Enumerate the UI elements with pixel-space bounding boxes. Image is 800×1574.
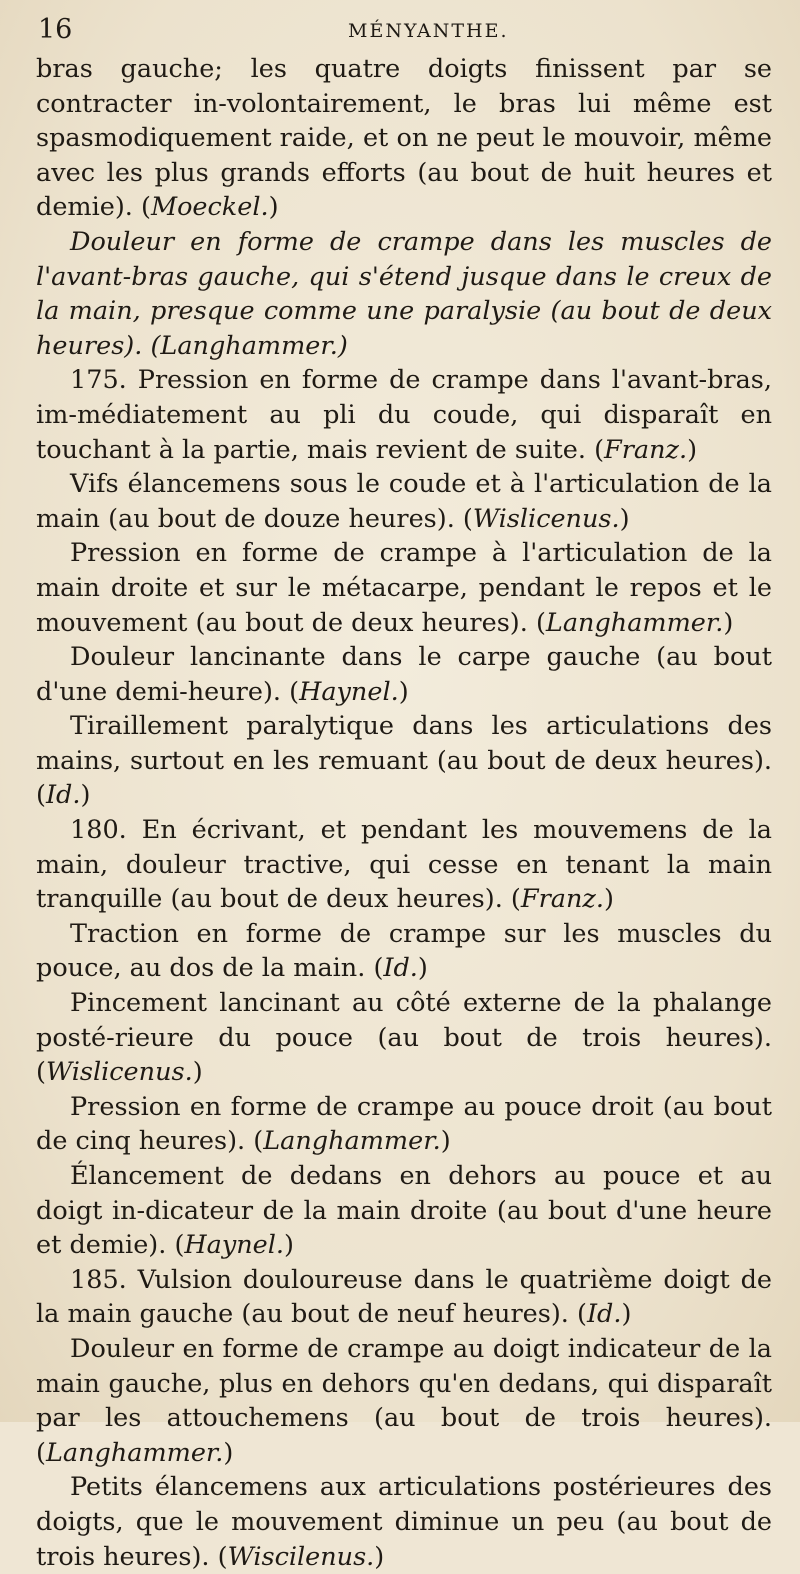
paragraph: bras gauche; les quatre doigts finissent par se contracter in-volontairement, le bras lui même est spasmodiquement raide, et on ne peut le mouvoir, même avec les plus grands efforts (au bout de huit heures et demie). (Moeckel.) [36,54,772,223]
author-citation: Langhammer. [160,330,338,361]
paragraph: Douleur en forme de crampe dans les muscles de l'avant-bras gauche, qui s'étend jusque dans le creux de la main, presque comme une paralysie (au bout de deux heures). (Langhammer.) [36,226,772,361]
author-citation: Wiscilenus. [227,1541,375,1572]
author-citation: Haynel. [184,1230,285,1261]
paragraph-text: Pression en forme de crampe au pouce droit (au bout de cinq heures). ( [36,1091,772,1157]
author-citation: Langhammer. [45,1437,224,1468]
paragraph: 175. Pression en forme de crampe dans l'avant-bras, im-médiatement au pli du coude, qui disparaît en touchant à la partie, mais revient de suite. (Franz.) [36,365,772,465]
paragraph: Élancement de dedans en dehors au pouce et au doigt in-dicateur de la main droite (au bout d'une heure et demie). (Haynel.) [36,1161,772,1261]
paragraph: 185. Vulsion douloureuse dans le quatrième doigt de la main gauche (au bout de neuf heures). (Id.) [36,1264,772,1330]
paragraph-text: Pression en forme de crampe à l'articulation de la main droite et sur le métacarpe, pendant le repos et le mouvement (au bout de deux heures). ( [36,538,772,638]
running-title: MÉNYANTHE. [348,20,509,42]
symptom-number: 180. [70,815,142,846]
paragraph-text: Pression en forme de crampe dans l'avant-bras, im-médiatement au pli du coude, qui disparaît en touchant à la partie, mais revient de suite. ( [36,365,772,465]
author-citation: Moeckel. [150,192,269,223]
page-header [38,14,768,50]
paragraph: Pression en forme de crampe au pouce droit (au bout de cinq heures). (Langhammer.) [36,1091,772,1157]
paragraph-text: Vifs élancemens sous le coude et à l'articulation de la main (au bout de douze heures). ( [36,469,772,534]
author-citation: Franz. [604,434,688,465]
author-citation: Id. [45,780,81,811]
author-citation: Franz. [520,884,604,915]
author-citation: Langhammer. [263,1126,441,1157]
symptom-number: 185. [70,1264,138,1295]
paragraph: Traction en forme de crampe sur les muscles du pouce, au dos de la main. (Id.) [36,918,772,984]
author-citation: Id. [586,1299,622,1330]
paragraph-text: Petits élancemens aux articulations postérieures des doigts, que le mouvement diminue un peu (au bout de trois heures). ( [36,1472,772,1572]
author-citation: Langhammer. [545,607,724,638]
author-citation: Wislicenus. [472,503,620,534]
paragraph: Vifs élancemens sous le coude et à l'articulation de la main (au bout de douze heures). (Wislicenus.) [36,469,772,534]
paragraph-text: Douleur lancinante dans le carpe gauche (au bout d'une demi-heure). ( [36,642,772,707]
symptom-number: 175. [70,365,138,396]
author-citation: Wislicenus. [45,1057,193,1088]
paragraph: Douleur en forme de crampe au doigt indicateur de la main gauche, plus en dehors qu'en dedans, qui disparaît par les attouchemens (au bout de trois heures). (Langhammer.) [36,1333,772,1468]
paragraph-text: bras gauche; les quatre doigts finissent par se contracter in-volontairement, le bras lui même est spasmodiquement raide, et on ne peut le mouvoir, même avec les plus grands efforts (au bout de huit heures et demie). ( [36,54,772,223]
paragraph-text: Douleur en forme de crampe dans les muscles de l'avant-bras gauche, qui s'étend jusque dans le creux de la main, presque comme une paralysie (au bout de deux heures). ( [36,226,772,361]
page-number: 16 [38,14,73,45]
paragraph-text: Traction en forme de crampe sur les muscles du pouce, au dos de la main. ( [36,918,772,984]
author-citation: Haynel. [299,676,399,707]
paragraph: Tiraillement paralytique dans les articulations des mains, surtout en les remuant (au bout de deux heures). (Id.) [36,711,772,811]
paragraph-text: Vulsion douloureuse dans le quatrième doigt de la main gauche (au bout de neuf heures). ( [36,1264,772,1330]
paragraph-text: En écrivant, et pendant les mouvemens de la main, douleur tractive, qui cesse en tenant la main tranquille (au bout de deux heures). ( [36,815,772,915]
paragraph-text: Pincement lancinant au côté externe de la phalange posté-rieure du pouce (au bout de trois heures). ( [36,988,772,1088]
author-citation: Id. [383,953,418,984]
paragraph-text: Douleur en forme de crampe au doigt indicateur de la main gauche, plus en dehors qu'en dedans, qui disparaît par les attouchemens (au bout de trois heures). ( [36,1333,772,1468]
paragraph: Douleur lancinante dans le carpe gauche (au bout d'une demi-heure). (Haynel.) [36,642,772,707]
page-body [36,52,772,1574]
paragraph-text: Élancement de dedans en dehors au pouce et au doigt in-dicateur de la main droite (au bout d'une heure et demie). ( [36,1161,772,1261]
paragraph: Petits élancemens aux articulations postérieures des doigts, que le mouvement diminue un peu (au bout de trois heures). (Wiscilenus.) [36,1472,772,1572]
paragraph-text: Tiraillement paralytique dans les articulations des mains, surtout en les remuant (au bout de deux heures). ( [36,711,772,811]
paragraph: Pincement lancinant au côté externe de la phalange posté-rieure du pouce (au bout de trois heures). (Wislicenus.) [36,988,772,1088]
paragraph: 180. En écrivant, et pendant les mouvemens de la main, douleur tractive, qui cesse en tenant la main tranquille (au bout de deux heures). (Franz.) [36,815,772,915]
paragraph: Pression en forme de crampe à l'articulation de la main droite et sur le métacarpe, pendant le repos et le mouvement (au bout de deux heures). (Langhammer.) [36,538,772,638]
